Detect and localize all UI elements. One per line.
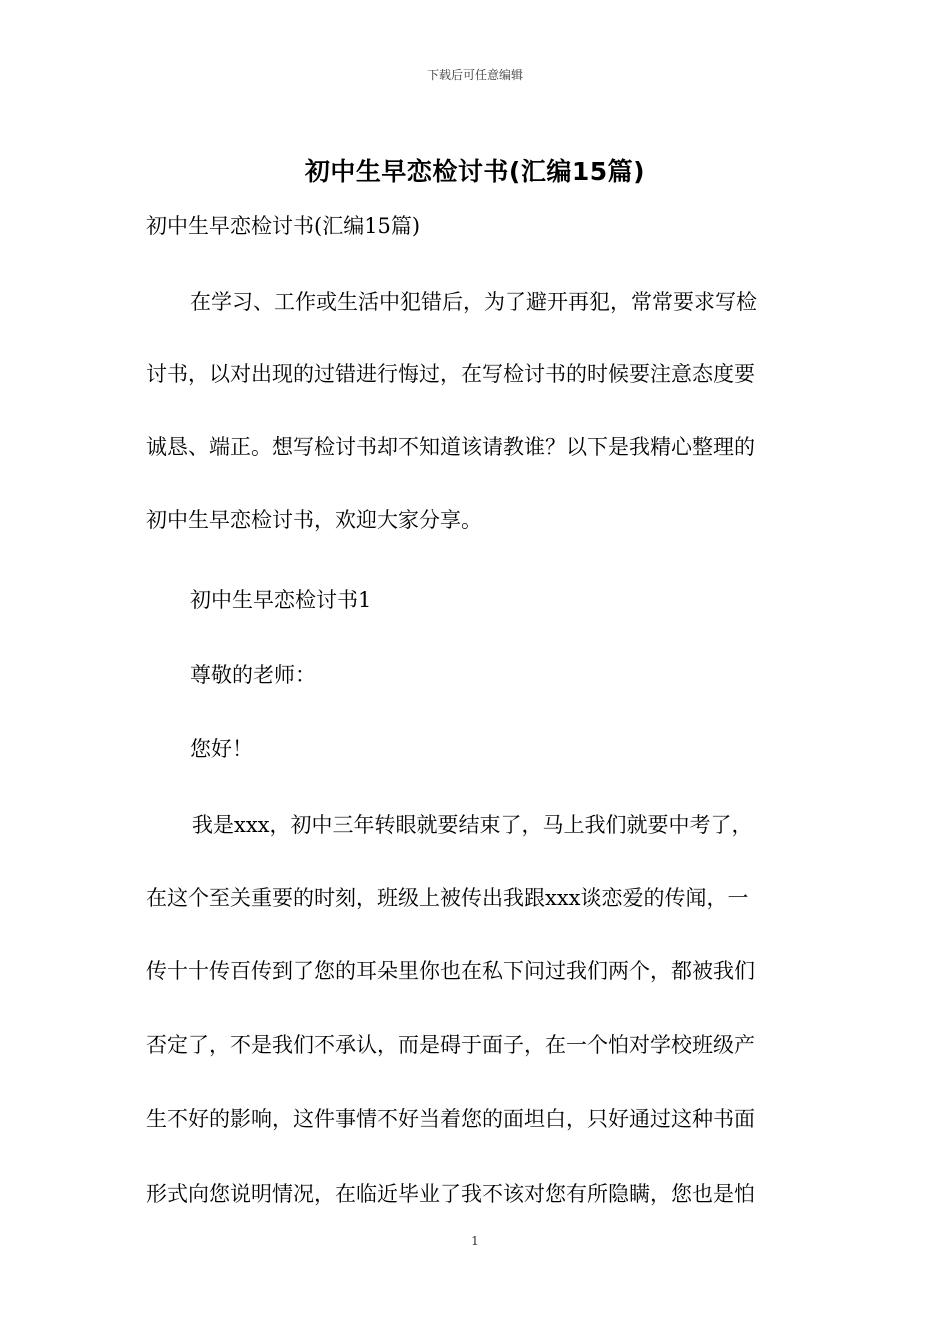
document-title: 初中生早恋检讨书(汇编15篇) bbox=[304, 157, 646, 186]
body-line: 生不好的影响，这件事情不好当着您的面坦白，只好通过这种书面 bbox=[146, 1107, 755, 1131]
body-line: 在这个至关重要的时刻，班级上被传出我跟xxx谈恋爱的传闻，一 bbox=[146, 886, 749, 910]
salutation: 尊敬的老师： bbox=[190, 663, 316, 687]
body-line: 我是xxx，初中三年转眼就要结束了，马上我们就要中考了， bbox=[192, 813, 753, 837]
intro-line: 诚恳、端正。想写检讨书却不知道该请教谁？以下是我精心整理的 bbox=[146, 435, 755, 459]
section-heading: 初中生早恋检讨书1 bbox=[190, 588, 372, 612]
body-line: 传十十传百传到了您的耳朵里你也在私下问过我们两个，都被我们 bbox=[146, 959, 755, 983]
body-line: 形式向您说明情况，在临近毕业了我不该对您有所隐瞒，您也是怕 bbox=[146, 1182, 755, 1206]
greeting: 您好！ bbox=[190, 737, 253, 761]
body-line: 否定了，不是我们不承认，而是碍于面子，在一个怕对学校班级产 bbox=[146, 1033, 755, 1057]
page-number: 1 bbox=[471, 1234, 479, 1248]
header-note: 下载后可任意编辑 bbox=[426, 68, 523, 82]
intro-line: 初中生早恋检讨书，欢迎大家分享。 bbox=[146, 508, 482, 532]
intro-line: 在学习、工作或生活中犯错后，为了避开再犯，常常要求写检 bbox=[190, 290, 757, 314]
document-subtitle: 初中生早恋检讨书(汇编15篇) bbox=[146, 214, 421, 238]
intro-line: 讨书，以对出现的过错进行悔过，在写检讨书的时候要注意态度要 bbox=[146, 362, 755, 386]
